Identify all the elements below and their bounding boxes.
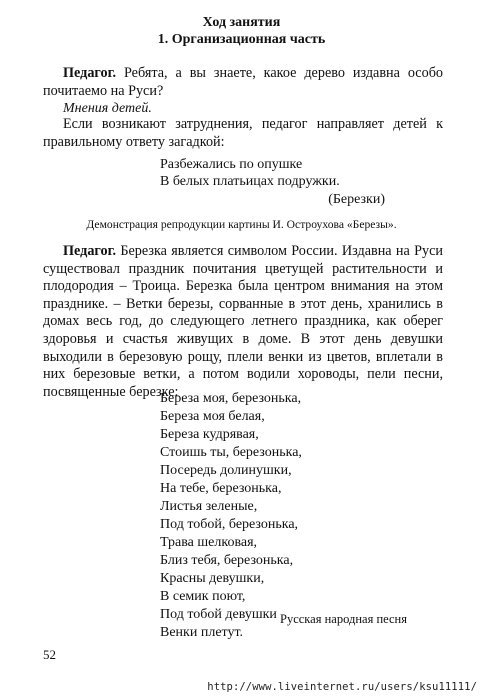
song-line: Стоишь ты, березонька,	[160, 445, 302, 460]
section-title: 1. Организационная часть	[157, 32, 326, 47]
difficulty-text: Если возникают затруднения, педагог направляет детей к правильному ответу загадкой:	[43, 116, 443, 150]
song-line: Трава шелковая,	[160, 535, 258, 550]
intro-paragraph	[43, 65, 443, 100]
song-line: Близ тебя, березонька,	[160, 553, 294, 568]
song-line: Под тобой, березонька,	[160, 517, 299, 532]
story-speaker: Педагог.	[63, 243, 116, 259]
children-opinions: Мнения детей.	[63, 101, 152, 116]
song-line: Под тобой девушки	[160, 607, 277, 622]
song-line: Венки плетут.	[160, 625, 244, 640]
difficulty-paragraph	[43, 116, 443, 151]
song-source: Русская народная песня	[280, 612, 407, 626]
song-line: В семик поют,	[160, 589, 246, 604]
riddle-answer: (Березки)	[328, 192, 385, 207]
story-text: Березка является символом России. Издавна на Руси существовал праздник почитания цветущей растительности и плодородия – Троица. Березка была центром внимания на этом празднике. – Ветки березы, сорванные в этот день, хранились в домах весь год, до следующего летнего праздника, как оберег здоровья и счастья живущих в доме. В этот день девушки выходили в березовую рощу, плели венки из цветов, вплетали в них березовые ветки, а потом водили хороводы, пели песни, посвященные березке:	[43, 243, 443, 400]
story-paragraph	[43, 243, 443, 401]
page-number: 52	[43, 647, 56, 662]
watermark-url: http://www.liveinternet.ru/users/ksu11111/	[207, 681, 477, 693]
demonstration-note: Демонстрация репродукции картины И. Остроухова «Березы».	[86, 218, 397, 231]
intro-speaker: Педагог.	[63, 65, 116, 81]
song-line: На тебе, березонька,	[160, 481, 282, 496]
song-line: Листья зеленые,	[160, 499, 258, 514]
song-line: Посередь долинушки,	[160, 463, 292, 478]
song-line: Береза моя, березонька,	[160, 391, 302, 406]
riddle-line: Разбежались по опушке	[160, 157, 303, 172]
riddle-line: В белых платьицах подружки.	[160, 174, 340, 189]
song-line: Береза кудрявая,	[160, 427, 259, 442]
song-line: Красны девушки,	[160, 571, 265, 586]
song-line: Береза моя белая,	[160, 409, 265, 424]
page-title: Ход занятия	[202, 15, 281, 30]
intro-text: Ребята, а вы знаете, какое дерево издавна особо почитаемо на Руси?	[43, 65, 444, 99]
